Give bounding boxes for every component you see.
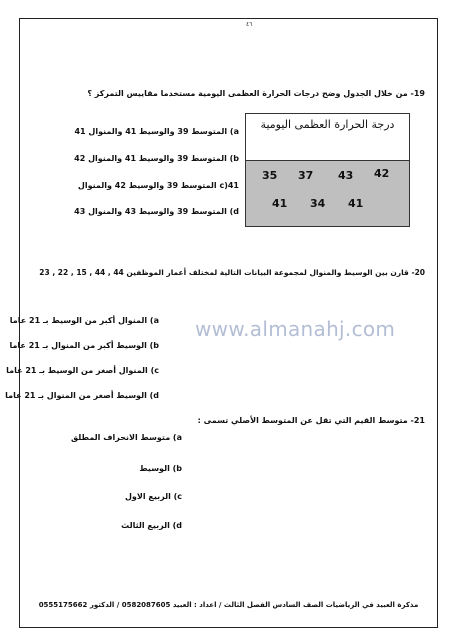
q19-option-a: a) المتوسط 39 والوسيط 41 والمنوال 41 (74, 127, 239, 136)
q20-option-d: d) الوسيط أصغر من المنوال بـ 21 عاما (5, 391, 159, 400)
q19-option-c: c)41 المتوسط 39 والوسيط 42 والمنوال (77, 181, 239, 190)
table-value: 34 (310, 197, 326, 210)
question-20: 20- قارن بين الوسيط والمنوال لمجموعة البيانات التالية لمختلف أعمار الموظفين 44 , 44 , 15 , 22 , 23 (39, 268, 425, 277)
table-value: 37 (298, 169, 314, 182)
question-21: 21- متوسط القيم التي تقل عن المتوسط الأصلي تسمى : (197, 416, 425, 425)
table-value: 41 (272, 197, 288, 210)
q19-option-b: b) المتوسط 39 والوسيط 41 والمنوال 42 (74, 154, 239, 163)
temperature-table-values (246, 161, 409, 226)
watermark-text: www.almanahj.com (195, 317, 396, 341)
worksheet-page (5, 18, 438, 628)
table-value: 43 (338, 169, 354, 182)
q19-option-d: d) المتوسط 39 والوسيط 43 والمنوال 43 (74, 207, 239, 216)
table-value: 42 (374, 167, 390, 180)
table-value: 41 (348, 197, 364, 210)
q20-option-c: c) المنوال أصغر من الوسيط بـ 21 عاما (6, 366, 159, 375)
q21-option-a: a) متوسط الانحراف المطلق (71, 433, 182, 442)
q21-option-b: b) الوسيط (139, 464, 182, 473)
page-number: ٤٦ (246, 21, 253, 28)
q21-option-c: c) الربيع الاول (124, 492, 182, 501)
temperature-table-header: درجة الحرارة العظمى اليومية (246, 114, 409, 161)
question-19: 19- من خلال الجدول وضح درجات الحرارة العظمى اليومية مستخدما مقاييس التمركز ؟ (87, 89, 425, 98)
q21-option-d: d) الربيع الثالث (121, 521, 182, 530)
table-value: 35 (262, 169, 278, 182)
q20-option-a: a) المنوال أكبر من الوسيط بـ 21 عاما (9, 316, 159, 325)
page-footer: مذكرة العبيد في الرياضيات الصف السادس الفصل الثالث / اعداد : العبيد 0582087605 / الدكتور 0555175662 (38, 601, 419, 609)
q20-option-b: b) الوسيط أكبر من المنوال بـ 21 عاما (9, 341, 159, 350)
temperature-table (245, 113, 410, 227)
